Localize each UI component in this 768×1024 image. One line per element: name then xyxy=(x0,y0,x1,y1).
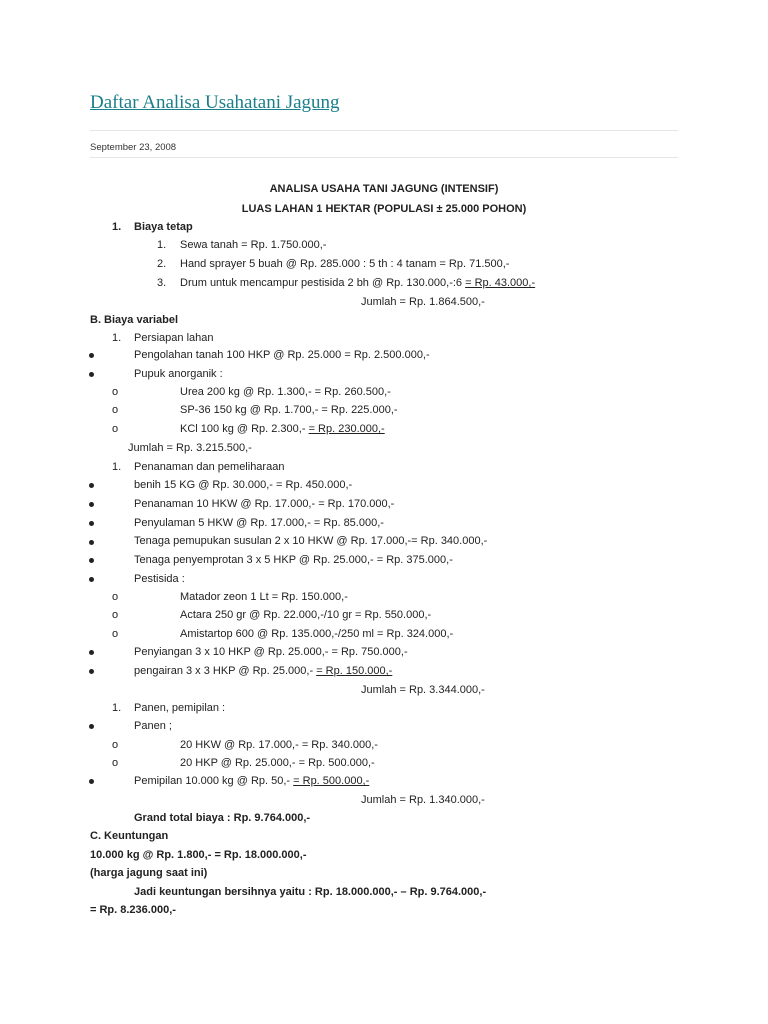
divider xyxy=(90,157,678,158)
section-number: 1. xyxy=(112,221,122,233)
list-item: Pestisida : xyxy=(134,573,185,585)
underlined-amount: = Rp. 500.000,- xyxy=(293,775,370,787)
underlined-amount: = Rp. 43.000,- xyxy=(465,277,536,289)
list-item: Penyiangan 3 x 10 HKP @ Rp. 25.000,- = Rp. 750.000,- xyxy=(134,646,408,658)
bullet-icon xyxy=(89,779,94,784)
list-item: Tenaga pemupukan susulan 2 x 10 HKW @ Rp. 17.000,-= Rp. 340.000,- xyxy=(134,535,488,547)
underlined-amount: = Rp. 230.000,- xyxy=(308,423,385,435)
list-item: 20 HKW @ Rp. 17.000,- = Rp. 340.000,- xyxy=(180,739,378,751)
list-item: Amistartop 600 @ Rp. 135.000,-/250 ml = Rp. 324.000,- xyxy=(180,628,454,640)
heading-luas-lahan: LUAS LAHAN 1 HEKTAR (POPULASI ± 25.000 POHON) xyxy=(241,203,527,215)
bullet-icon xyxy=(89,502,94,507)
list-number: 2. xyxy=(157,258,167,270)
item-text: Pemipilan 10.000 kg @ Rp. 50,- xyxy=(134,775,294,787)
section-biaya-tetap: Biaya tetap xyxy=(134,221,193,233)
list-number: 1. xyxy=(112,461,122,473)
list-item: benih 15 KG @ Rp. 30.000,- = Rp. 450.000,- xyxy=(134,479,353,491)
grand-total: Grand total biaya : Rp. 9.764.000,- xyxy=(134,812,311,824)
bullet-icon xyxy=(89,650,94,655)
list-item xyxy=(134,664,392,678)
circle-bullet-icon: o xyxy=(112,386,119,398)
keuntungan-result: = Rp. 8.236.000,- xyxy=(90,904,176,916)
bullet-icon xyxy=(89,669,94,674)
list-number: 3. xyxy=(157,277,167,289)
list-item: Penyulaman 5 HKW @ Rp. 17.000,- = Rp. 85.000,- xyxy=(134,517,384,529)
list-item: Penanaman 10 HKW @ Rp. 17.000,- = Rp. 170.000,- xyxy=(134,498,395,510)
circle-bullet-icon: o xyxy=(112,591,119,603)
bullet-icon xyxy=(89,372,94,377)
circle-bullet-icon: o xyxy=(112,628,119,640)
subtotal: Jumlah = Rp. 1.864.500,- xyxy=(361,296,485,308)
list-item: Actara 250 gr @ Rp. 22.000,-/10 gr = Rp. 550.000,- xyxy=(180,609,432,621)
list-item: Pupuk anorganik : xyxy=(134,368,223,380)
circle-bullet-icon: o xyxy=(112,423,119,435)
subtotal: Jumlah = Rp. 3.215.500,- xyxy=(128,442,252,454)
section-keuntungan: C. Keuntungan xyxy=(90,830,169,842)
section-biaya-variabel: B. Biaya variabel xyxy=(90,314,179,326)
subtotal: Jumlah = Rp. 3.344.000,- xyxy=(361,684,485,696)
subtotal: Jumlah = Rp. 1.340.000,- xyxy=(361,794,485,806)
list-item: Tenaga penyemprotan 3 x 5 HKP @ Rp. 25.000,- = Rp. 375.000,- xyxy=(134,554,453,566)
list-item: Hand sprayer 5 buah @ Rp. 285.000 : 5 th : 4 tanam = Rp. 71.500,- xyxy=(180,258,510,270)
list-item: Pengolahan tanah 100 HKP @ Rp. 25.000 = Rp. 2.500.000,- xyxy=(134,349,430,361)
subsection-panen: Panen, pemipilan : xyxy=(134,702,226,714)
circle-bullet-icon: o xyxy=(112,609,119,621)
bullet-icon xyxy=(89,483,94,488)
list-item: Sewa tanah = Rp. 1.750.000,- xyxy=(180,239,327,251)
divider xyxy=(90,130,678,131)
bullet-icon xyxy=(89,577,94,582)
underlined-amount: = Rp. 150.000,- xyxy=(316,665,393,677)
list-number: 1. xyxy=(112,332,122,344)
list-number: 1. xyxy=(157,239,167,251)
list-item xyxy=(180,422,385,436)
subsection-persiapan-lahan: Persiapan lahan xyxy=(134,332,214,344)
bullet-icon xyxy=(89,521,94,526)
bullet-icon xyxy=(89,558,94,563)
bullet-icon xyxy=(89,724,94,729)
list-item: Matador zeon 1 Lt = Rp. 150.000,- xyxy=(180,591,348,603)
list-number: 1. xyxy=(112,702,122,714)
circle-bullet-icon: o xyxy=(112,404,119,416)
circle-bullet-icon: o xyxy=(112,739,119,751)
list-item: Urea 200 kg @ Rp. 1.300,- = Rp. 260.500,- xyxy=(180,386,391,398)
item-text: KCl 100 kg @ Rp. 2.300,- xyxy=(180,423,309,435)
item-text: Drum untuk mencampur pestisida 2 bh @ Rp. 130.000,-:6 xyxy=(180,277,466,289)
keuntungan-calc: Jadi keuntungan bersihnya yaitu : Rp. 18.000.000,- – Rp. 9.764.000,- xyxy=(134,886,487,898)
subsection-penanaman: Penanaman dan pemeliharaan xyxy=(134,461,285,473)
item-text: pengairan 3 x 3 HKP @ Rp. 25.000,- xyxy=(134,665,317,677)
page-title[interactable]: Daftar Analisa Usahatani Jagung xyxy=(90,92,340,113)
circle-bullet-icon: o xyxy=(112,757,119,769)
keuntungan-revenue: 10.000 kg @ Rp. 1.800,- = Rp. 18.000.000,- xyxy=(90,849,307,861)
list-item: Panen ; xyxy=(134,720,172,732)
list-item xyxy=(134,774,369,788)
heading-analisa: ANALISA USAHA TANI JAGUNG (INTENSIF) xyxy=(269,183,499,195)
post-date: September 23, 2008 xyxy=(90,142,177,153)
list-item xyxy=(180,276,535,290)
list-item: SP-36 150 kg @ Rp. 1.700,- = Rp. 225.000,- xyxy=(180,404,398,416)
bullet-icon xyxy=(89,353,94,358)
keuntungan-note: (harga jagung saat ini) xyxy=(90,867,208,879)
list-item: 20 HKP @ Rp. 25.000,- = Rp. 500.000,- xyxy=(180,757,375,769)
bullet-icon xyxy=(89,540,94,545)
